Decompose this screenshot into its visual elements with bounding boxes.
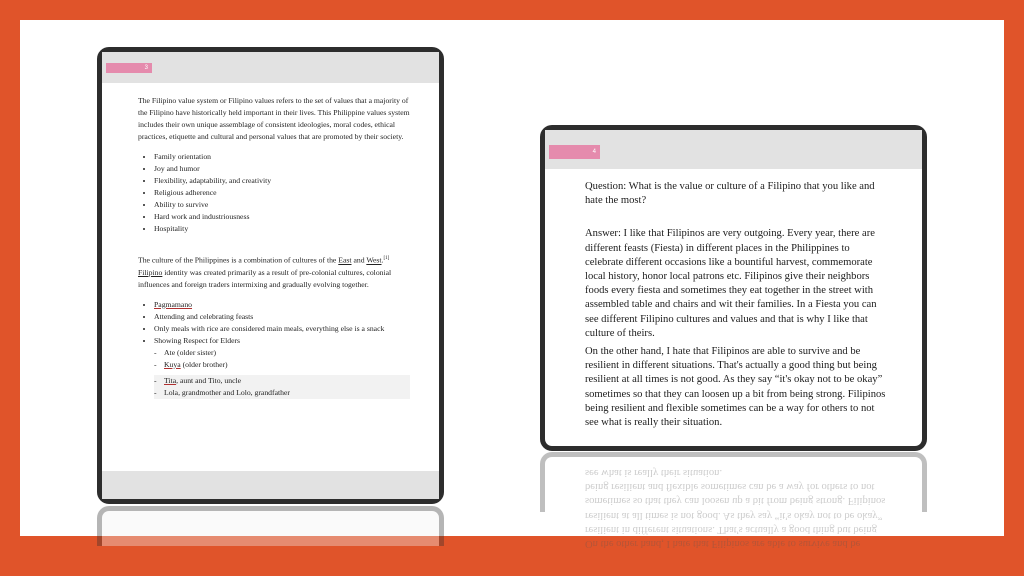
culture-paragraph: The culture of the Philippines is a combination of cultures of the East and West.[1] Filipino identity was created primarily as a result of pre-colonial cultures, colonial influences and foreign traders intermixing and gradually evolving together. <box>138 255 392 289</box>
filipino-link[interactable]: Filipino <box>138 267 163 277</box>
reflected-text: On the other hand, I hate that Filipinos are able to survive and be resilient in different situations. That's actually a good thing but being resilient at all times is not good. As they say “it's okay not to be okay” sometimes so that they can loosen up a bit from being strong. Filipinos being resilient and flexible sometimes can be a way for others to not see what is really their situation. <box>585 467 886 550</box>
list-item: - Tita, aunt and Tito, uncle <box>164 375 408 387</box>
list-item: • Hospitality <box>154 223 410 235</box>
tablet-reflection <box>97 506 444 546</box>
list-item: • Religious adherence <box>154 187 410 199</box>
question-text: Question: What is the value or culture of a Filipino that you like and hate the most? <box>585 181 875 207</box>
list-item: • Only meals with rice are considered main meals, everything else is a snack <box>154 323 410 335</box>
answer-paragraph: Answer: I like that Filipinos are very outgoing. Every year, there are different feasts (Fiesta) in different places in the Philippines to celebrate different occasions like a bountiful harvest, commemorate local history, honor local patrons etc. Filipinos give their neighbors foods every fiesta and sometimes they eat together in the street with assembled table and chairs and wit their families. In a Fiesta you can see different Filipino cultures and values and that is why I like that culture of theirs. <box>585 228 877 339</box>
list-item: • Joy and humor <box>154 163 410 175</box>
tablet-page-4 <box>540 125 927 451</box>
list-item: • Ability to survive <box>154 199 410 211</box>
list-item: • Hard work and industriousness <box>154 211 410 223</box>
list-item: - Lola, grandmother and Lolo, grandfather <box>164 387 408 399</box>
page-number-tag: 3 <box>106 63 152 73</box>
answer-paragraph-2: On the other hand, I hate that Filipinos are able to survive and be resilient in different situations. That's actually a good thing but being resilient at all times is not good. As they say “it's okay not to be okay” sometimes so that they can loosen up a bit from being strong. Filipinos being resilient and flexible sometimes can be a way for others to not see what is really their situation. <box>585 346 886 429</box>
values-list <box>138 151 410 235</box>
page-footer-bar <box>102 471 439 499</box>
page-header-bar <box>545 130 922 169</box>
tablet-page-3 <box>97 47 444 504</box>
highlighted-block <box>154 375 410 399</box>
west-link[interactable]: West <box>366 255 382 265</box>
page-header-bar <box>102 52 439 83</box>
page-3-content <box>138 95 410 407</box>
list-item: • Family orientation <box>154 151 410 163</box>
list-item: • Attending and celebrating feasts <box>154 311 410 323</box>
tablet-reflection <box>540 452 927 550</box>
list-item: • Showing Respect for Elders - Ate (older sister) - Kuya (older brother) - Tita, aunt and Tito, uncle - Lola, grandmother and Lolo, grandfather <box>154 335 410 399</box>
list-item: • Flexibility, adaptability, and creativity <box>154 175 410 187</box>
elders-list <box>154 347 410 371</box>
intro-paragraph: The Filipino value system or Filipino values refers to the set of values that a majority of the Filipino have historically held important in their lives. This Philippine values system includes their own unique assemblage of consistent ideologies, moral codes, ethical practices, etiquette and cultural and personal values that are promoted by their society. <box>138 96 410 141</box>
page-number-tag: 4 <box>549 145 600 159</box>
list-item: - Ate (older sister) <box>164 347 410 359</box>
page-4-content <box>585 180 889 430</box>
customs-list <box>138 299 410 399</box>
list-item: • Pagmamano <box>154 299 410 311</box>
list-item: - Kuya (older brother) <box>164 359 410 371</box>
citation-marker[interactable]: [1] <box>383 256 390 261</box>
east-link[interactable]: East <box>338 255 352 265</box>
